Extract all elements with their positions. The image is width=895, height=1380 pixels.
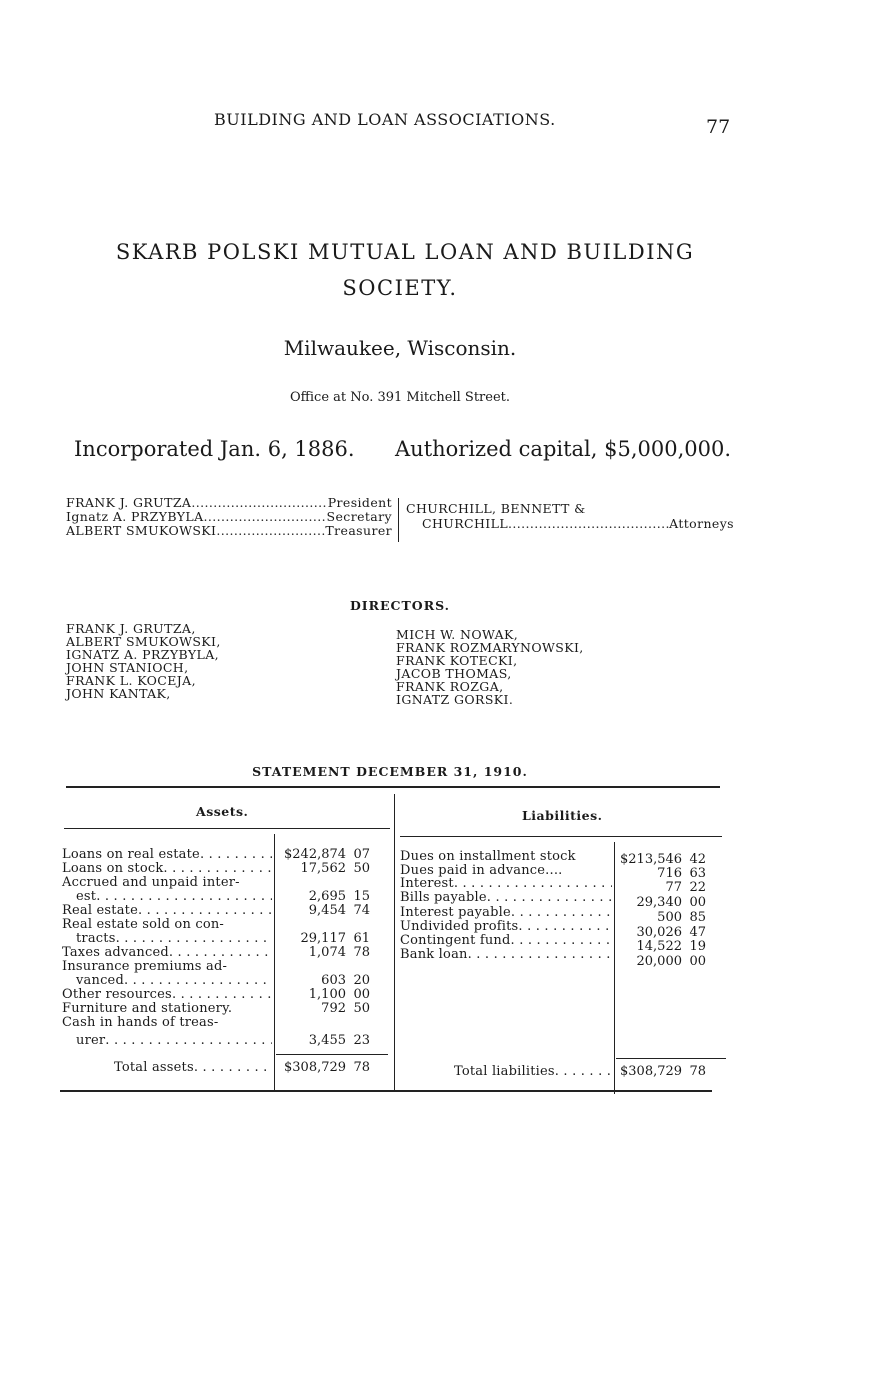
officer-title: Treasurer — [325, 523, 392, 538]
assets-total-rule — [276, 1054, 388, 1055]
total-assets-amount: $308,729 78 — [284, 1060, 370, 1075]
asset-amount: $242,874 07 — [284, 847, 370, 862]
director-name: FRANK KOTECKI, — [396, 653, 518, 668]
attorneys-row — [422, 517, 734, 530]
asset-amount: 1,100 00 — [308, 987, 370, 1002]
asset-label-cont: est — [76, 889, 97, 904]
liabilities-total-rule — [616, 1058, 726, 1059]
officer-row — [66, 524, 392, 537]
attorneys-line1: CHURCHILL, BENNETT & — [406, 501, 586, 516]
liability-amount: 14,522 19 — [636, 939, 706, 954]
director-name: JOHN KANTAK, — [66, 686, 171, 701]
asset-label: Taxes advanced — [62, 945, 169, 960]
attorneys-line2: CHURCHILL — [422, 516, 509, 531]
authorized-capital: Authorized capital, $5,000,000. — [395, 437, 732, 461]
attorneys-title: Attorneys — [669, 516, 734, 531]
asset-amount: 603 20 — [321, 973, 370, 988]
table-bottom-rule — [60, 1090, 712, 1092]
liability-amount: 30,026 47 — [636, 925, 706, 940]
director-name: IGNATZ A. PRZYBYLA, — [66, 647, 220, 662]
society-title-line1: SKARB POLSKI MUTUAL LOAN AND BUILDING — [115, 240, 695, 264]
asset-label-cont: vanced — [76, 973, 124, 988]
director-name: JACOB THOMAS, — [396, 666, 512, 681]
asset-label: Real estate — [62, 903, 138, 918]
total-liabilities-label: Total liabilities — [454, 1064, 555, 1079]
asset-amount: 9,454 74 — [308, 903, 370, 918]
society-office: Office at No. 391 Mitchell Street. — [289, 390, 511, 405]
asset-label: Loans on real estate — [62, 847, 200, 862]
liability-label: Interest payable — [400, 905, 511, 920]
table-top-rule — [66, 786, 720, 788]
total-liabilities-row — [454, 1065, 610, 1080]
liability-label: Bills payable — [400, 890, 487, 905]
directors-right — [396, 628, 584, 706]
liability-amount: 500 85 — [657, 910, 706, 925]
liability-row — [400, 891, 612, 906]
liability-label: Bank loan — [400, 947, 468, 962]
page-number: 77 — [706, 116, 731, 138]
asset-label: Real estate sold on con- — [62, 917, 225, 932]
liability-label: Interest — [400, 876, 454, 891]
asset-row — [76, 1034, 272, 1049]
liability-amount: 20,000 00 — [636, 954, 706, 969]
asset-amount: 2,695 15 — [308, 889, 370, 904]
liability-label: Undivided profits — [400, 919, 519, 934]
liabilities-amount-rule — [614, 842, 615, 1094]
society-title-line2: SOCIETY. — [342, 276, 458, 300]
asset-amount: 1,074 78 — [308, 945, 370, 960]
asset-amount: 3,455 23 — [308, 1033, 370, 1048]
director-name: MICH W. NOWAK, — [396, 627, 519, 642]
liabilities-heading: Liabilities. — [522, 808, 603, 823]
asset-label: Cash in hands of treas- — [62, 1015, 219, 1030]
director-name: FRANK J. GRUTZA, — [66, 621, 196, 636]
liability-amount: $213,546 42 — [620, 852, 706, 867]
liability-label: Dues paid in advance.... — [400, 863, 563, 878]
asset-row — [62, 1016, 272, 1031]
directors-left — [66, 622, 221, 700]
assets-amount-rule — [274, 834, 275, 1090]
asset-label: Furniture and stationery. — [62, 1001, 233, 1016]
table-center-rule — [394, 794, 395, 1090]
total-assets-row — [114, 1061, 270, 1076]
statement-heading: STATEMENT DECEMBER 31, 1910. — [252, 764, 528, 779]
liability-label: Contingent fund — [400, 933, 511, 948]
director-name: FRANK ROZGA, — [396, 679, 504, 694]
liability-amount: 29,340 00 — [636, 895, 706, 910]
officer-name: FRANK J. GRUTZA — [66, 495, 192, 510]
asset-label: Accrued and unpaid inter- — [62, 875, 240, 890]
officer-name: ALBERT SMUKOWSKI — [66, 523, 217, 538]
liabilities-head-rule — [400, 836, 722, 837]
total-liabilities-amount: $308,729 78 — [620, 1064, 706, 1079]
incorporated-date: Incorporated Jan. 6, 1886. — [74, 437, 355, 461]
liability-amount: 716 63 — [657, 866, 706, 881]
asset-label: Loans on stock — [62, 861, 164, 876]
officer-title: President — [327, 495, 392, 510]
officer-title: Secretary — [326, 509, 392, 524]
officers-divider — [398, 498, 399, 542]
asset-amount: 17,562 50 — [300, 861, 370, 876]
assets-head-rule — [64, 828, 390, 829]
liability-amount: 77 22 — [665, 880, 706, 895]
officer-name: Ignatz A. PRZYBYLA — [66, 509, 204, 524]
officer-row — [66, 510, 392, 523]
director-name: IGNATZ GORSKI. — [396, 692, 514, 707]
director-name: ALBERT SMUKOWSKI, — [66, 634, 221, 649]
society-city: Milwaukee, Wisconsin. — [283, 336, 517, 360]
liability-label: Dues on installment stock — [400, 849, 576, 864]
asset-amount: 792 50 — [321, 1001, 370, 1016]
director-name: FRANK ROZMARYNOWSKI, — [396, 640, 584, 655]
directors-heading: DIRECTORS. — [349, 598, 451, 613]
asset-label: Other resources — [62, 987, 172, 1002]
asset-label-cont: urer — [76, 1033, 106, 1048]
director-name: FRANK L. KOCEJA, — [66, 673, 196, 688]
total-assets-label: Total assets — [114, 1060, 194, 1075]
asset-label-cont: tracts — [76, 931, 116, 946]
assets-heading: Assets. — [196, 804, 249, 819]
officer-row — [66, 496, 392, 509]
asset-label: Insurance premiums ad- — [62, 959, 228, 974]
director-name: JOHN STANIOCH, — [66, 660, 189, 675]
liability-row — [400, 948, 612, 963]
asset-amount: 29,117 61 — [300, 931, 370, 946]
running-head: BUILDING AND LOAN ASSOCIATIONS. — [214, 110, 556, 129]
